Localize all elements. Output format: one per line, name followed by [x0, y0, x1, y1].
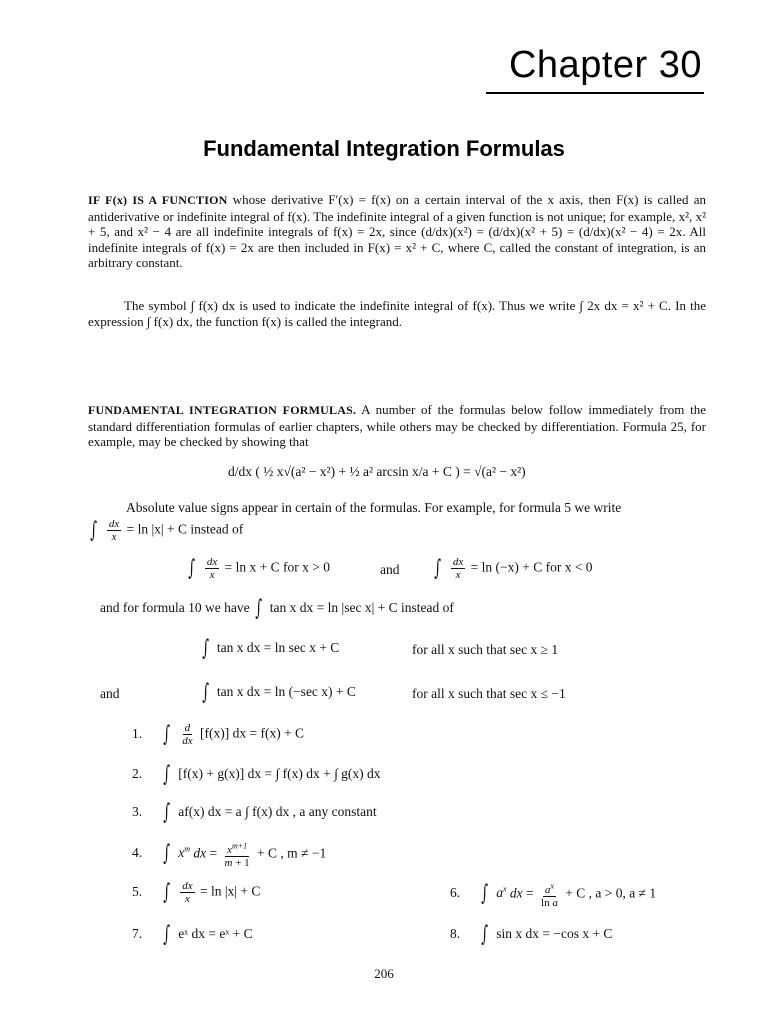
formula-8-text: sin x dx = −cos x + C: [496, 926, 613, 942]
formula-8: 8. ∫ sin x dx = −cos x + C: [450, 922, 613, 947]
integral-sign-icon: ∫: [188, 555, 196, 581]
formula-1-text: [f(x)] dx = f(x) + C: [199, 725, 305, 741]
integral-sign-icon: ∫: [163, 800, 171, 825]
absolute-value-note: Absolute value signs appear in certain of the formulas. For example, for formula 5 we write: [126, 500, 622, 515]
tan-case-1-eq: tan x dx = ln sec x + C: [216, 640, 340, 656]
integral-sign-icon: ∫: [481, 922, 489, 947]
fundamentals-lead: FUNDAMENTAL INTEGRATION FORMULAS.: [88, 403, 357, 417]
formula-3-text: af(x) dx = a ∫ f(x) dx , a any constant: [178, 804, 377, 820]
fundamentals-paragraph: [88, 402, 706, 450]
integral-sign-icon: ∫: [481, 881, 489, 907]
integral-sign-icon: ∫: [255, 596, 263, 621]
formula-4-text: + C , m ≠ −1: [257, 845, 327, 861]
case-positive: ∫ $\frac{dx}{x}$ = ln x + C for x > 0: [188, 555, 330, 581]
integral-sign-icon: ∫: [90, 517, 98, 543]
intro-paragraph-2: The symbol ∫ f(x) dx is used to indicate the indefinite integral of f(x). Thus we write ∫ 2x dx = x² + C. In the expression ∫ f(x) dx, the function f(x) is called the integrand.: [88, 298, 706, 329]
formula-2: 2. ∫ [f(x) + g(x)] dx = ∫ f(x) dx + ∫ g(x) dx: [132, 762, 381, 787]
tan-case-2-eq: tan x dx = ln (−sec x) + C: [216, 684, 356, 700]
tan-case-1: [200, 638, 339, 660]
case-negative: ∫ $\frac{dx}{x}$ = ln (−x) + C for x < 0: [434, 555, 593, 581]
intro-text: whose derivative F′(x) = f(x) on a certain interval of the x axis, then F(x) is called an antiderivative or indefinite integral of f(x). The indefinite integral of a given function is not unique; for example, x², x² + 5, and x² − 4 are all indefinite integrals of f(x) = 2x, since (d/dx)(x²) = (d/dx)(x² + 5) = (d/dx)(x² − 4) = 2x. All indefinite integrals of f(x) = 2x are then included in F(x) = x² + C, where C, called the constant of integration, is an arbitrary constant.: [88, 192, 706, 270]
chapter-heading: Chapter 30: [508, 44, 702, 86]
formula-2-text: [f(x) + g(x)] dx = ∫ f(x) dx + ∫ g(x) dx: [178, 766, 381, 782]
formula-5-text: = ln |x| + C: [199, 883, 261, 899]
intro-paragraph: [88, 192, 706, 271]
formula-5: 5. ∫ $\frac{dx}{x}$ = ln |x| + C: [132, 879, 261, 905]
tan-case-2-condition: for all x such that sec x ≤ −1: [412, 686, 566, 701]
case-positive-text: = ln x + C for x > 0: [224, 559, 330, 575]
and-word: and: [380, 562, 400, 577]
fraction: $\frac{dx}{x}$: [108, 518, 120, 543]
integral-sign-icon: ∫: [202, 636, 210, 661]
formula-1: 1. ∫ $\frac{d}{dx}$ [f(x)] dx = f(x) + C: [132, 721, 305, 747]
formula-6: 6. ∫ $a^x$ dx = $\frac{a^x}{\text{ln a}}$ + C , a > 0, a ≠ 1: [450, 881, 657, 909]
formula10-intro: and for formula 10 we have: [100, 600, 250, 616]
tan-case-2: [200, 682, 356, 704]
formula-3: 3. ∫ af(x) dx = a ∫ f(x) dx , a any constant: [132, 800, 377, 825]
formula-7-text: eˣ dx = eˣ + C: [178, 926, 253, 942]
fundamentals-text: A number of the formulas below follow immediately from the standard differentiation formulas of earlier chapters, while others may be checked by differentiation. Formula 25, for example, may be checked by showing that: [88, 402, 706, 449]
formula5-example: [88, 518, 243, 543]
formula-7: 7. ∫ eˣ dx = eˣ + C: [132, 922, 253, 947]
integral-sign-icon: ∫: [163, 879, 171, 905]
page-number: 206: [374, 966, 394, 981]
integral-sign-icon: ∫: [163, 841, 171, 867]
integral-sign-icon: ∫: [163, 721, 171, 747]
integral-sign-icon: ∫: [163, 922, 171, 947]
integral-sign-icon: ∫: [434, 555, 442, 581]
check-equation: d/dx ( ½ x√(a² − x²) + ½ a² arcsin x/a + C ) = √(a² − x²): [228, 464, 526, 479]
integral-sign-icon: ∫: [163, 762, 171, 787]
intro-lead: IF F(x) IS A FUNCTION: [88, 193, 228, 207]
case-negative-text: = ln (−x) + C for x < 0: [470, 559, 593, 575]
and-word-2: and: [100, 686, 120, 701]
formula10-line: [100, 598, 454, 620]
formula10-eq: tan x dx = ln |sec x| + C instead of: [269, 600, 454, 616]
integral-sign-icon: ∫: [202, 680, 210, 705]
chapter-rule: [486, 92, 704, 94]
page-title: Fundamental Integration Formulas: [203, 136, 565, 161]
formula-4: 4. ∫ $x^m$ dx = $\frac{x^{m+1}}{m + 1}$ + C , m ≠ −1: [132, 841, 327, 869]
formula-6-text: + C , a > 0, a ≠ 1: [565, 885, 657, 901]
abs-equation: = ln |x| + C instead of: [126, 521, 244, 537]
tan-case-1-condition: for all x such that sec x ≥ 1: [412, 642, 559, 657]
